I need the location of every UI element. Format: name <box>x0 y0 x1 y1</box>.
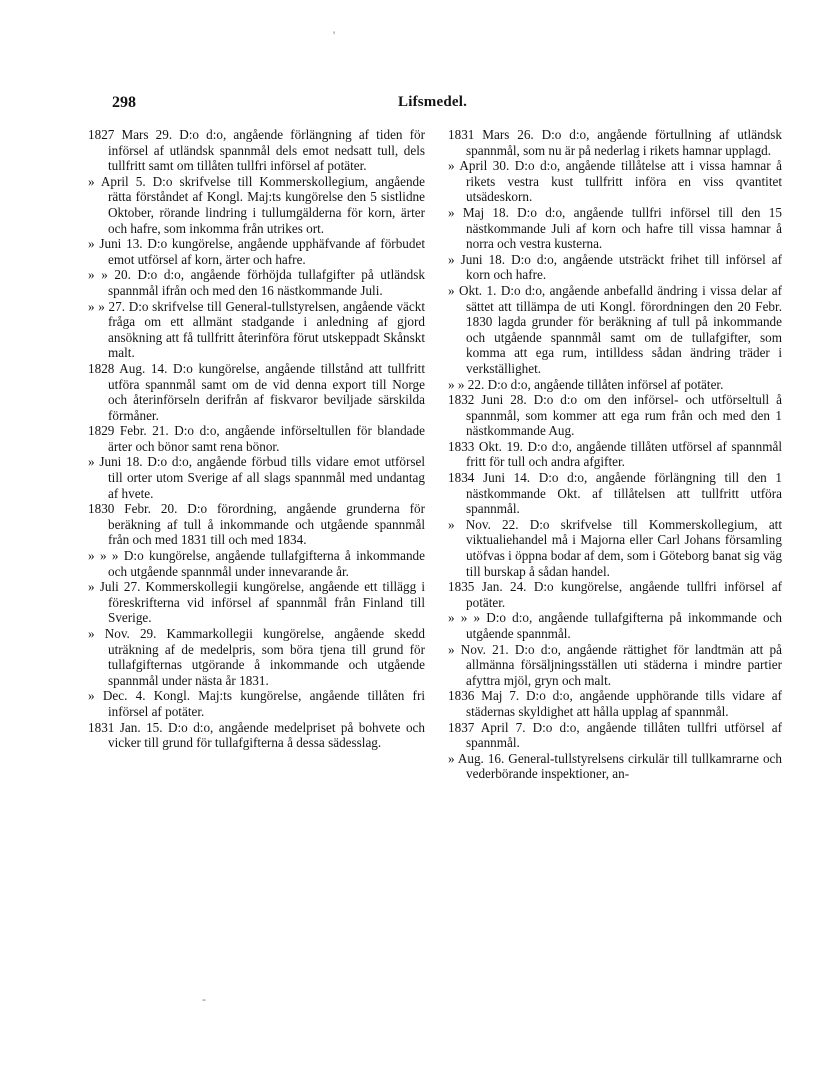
list-item: 1829 Febr. 21. D:o d:o, angående införseltullen för blandade ärter och bönor samt rena bönor. <box>88 423 425 454</box>
list-item: » Juni 13. D:o kungörelse, angående upphäfvande af förbudet emot utförsel af korn, ärter och hafre. <box>88 236 425 267</box>
bottom-mark: - <box>202 992 206 1006</box>
list-item: » » 27. D:o skrifvelse till General-tullstyrelsen, angående väckt fråga om ett allmänt stadgande i anledning af gjord ansökning att få tullfritt återinföra förut utskeppadt Skånskt malt. <box>88 298 425 361</box>
list-item: 1837 April 7. D:o d:o, angående tillåten tullfri utförsel af spannmål. <box>448 719 782 751</box>
list-item: » Nov. 21. D:o d:o, angående rättighet för landtmän att på allmänna försäljningsställen uti städerna i mindre partier afyttra mjöl, gryn och malt. <box>448 641 782 688</box>
list-item: 1834 Juni 14. D:o d:o, angående förlängning till den 1 nästkommande Okt. af tillåtelsen att tullfritt utföra spannmål. <box>448 470 782 517</box>
list-item: » Juni 18. D:o d:o, angående förbud tills vidare emot utförsel till orter utom Sverige af all slags spannmål med undantag af hvete. <box>88 454 425 501</box>
running-title: Lifsmedel. <box>398 94 468 110</box>
list-item: 1833 Okt. 19. D:o d:o, angående tillåten utförsel af spannmål fritt för tull och andra afgifter. <box>448 438 782 470</box>
page-header <box>112 94 472 116</box>
left-column <box>88 127 425 751</box>
list-item: » April 5. D:o skrifvelse till Kommerskollegium, angående rätta förståndet af Kongl. Maj:ts kungörelse den 5 sistlidne Oktober, rörande lindring i tullumgälderna för korn, ärter och hafre, som inkomma från utrikes ort. <box>88 173 425 236</box>
list-item: 1832 Juni 28. D:o d:o om den införsel- och utförseltull å spannmål, som kommer att ega rum från och med den 1 nästkommande Aug. <box>448 392 782 439</box>
list-item: » Nov. 22. D:o skrifvelse till Kommerskollegium, att viktualiehandel må i Majorna eller Carl Johans församling utöfvas i öppna bodar af dem, som i Göteborg banat sig väg till burskap å sådan handel. <box>448 516 782 579</box>
list-item: 1830 Febr. 20. D:o förordning, angående grunderna för beräkning af tull å inkommande och utgående spannmål från och med 1831 till och med 1834. <box>88 501 425 548</box>
list-item: 1831 Jan. 15. D:o d:o, angående medelpriset på bohvete och vicker till grund för tullafgifterna å dessa sädesslag. <box>88 719 425 751</box>
list-item: » » » D:o d:o, angående tullafgifterna på inkommande och utgående spannmål. <box>448 610 782 641</box>
page-number: 298 <box>112 94 136 111</box>
list-item: » Juli 27. Kommerskollegii kungörelse, angående ett tillägg i föreskrifterna vid införsel af spannmål från Finland till Sverige. <box>88 579 425 626</box>
list-item: » Dec. 4. Kongl. Maj:ts kungörelse, angående tillåten fri införsel af potäter. <box>88 688 425 719</box>
list-item: 1835 Jan. 24. D:o kungörelse, angående tullfri införsel af potäter. <box>448 579 782 610</box>
list-item: » Juni 18. D:o d:o, angående utsträckt frihet till införsel af korn och hafre. <box>448 251 782 283</box>
list-item: » » » D:o kungörelse, angående tullafgifterna å inkommande och utgående spannmål under innevarande år. <box>88 548 425 579</box>
list-item: » April 30. D:o d:o, angående tillåtelse att i vissa hamnar å rikets vestra kust tullfritt införa en viss qvantitet utsädeskorn. <box>448 158 782 205</box>
list-item: » Maj 18. D:o d:o, angående tullfri införsel till den 15 nästkommande Juli af korn och hafre till vissa hamnar å norra och vestra kusterna. <box>448 204 782 252</box>
list-item: » Aug. 16. General-tullstyrelsens cirkulär till tullkamrarne och vederbörande inspektioner, an- <box>448 750 782 782</box>
list-item: » Nov. 29. Kammarkollegii kungörelse, angående skedd uträkning af de medelpris, som böra tjena till grund för tullafgifternas utgörande å inkommande och utgående spannmål under nästa år 1831. <box>88 626 425 688</box>
top-mark: ' <box>333 28 336 42</box>
list-item: » Okt. 1. D:o d:o, angående anbefalld ändring i vissa delar af sättet att tillämpa de uti Kongl. förordningen den 20 Febr. 1830 lagda grunder för beräkning af tull på inkommande och utgående spannmål samt om de tullafgifter, som komma att ega rum, intilldess sådan ändring träder i verkställighet. <box>448 282 782 376</box>
list-item: 1827 Mars 29. D:o d:o, angående förlängning af tiden för införsel af utländsk spannmål dels emot nedsatt tull, dels tullfritt samt om tillåten tullfri införsel af potäter. <box>88 127 425 174</box>
list-item: 1831 Mars 26. D:o d:o, angående förtullning af utländsk spannmål, som nu är på nederlag i rikets hamnar upplagd. <box>448 127 782 158</box>
list-item: » » 22. D:o d:o, angående tillåten införsel af potäter. <box>448 376 724 392</box>
list-item: 1828 Aug. 14. D:o kungörelse, angående tillstånd att tullfritt utföra spannmål samt om de vid denna export till Norge och återinförseln derifrån af fiskvaror beviljade särskilda förmåner. <box>88 360 425 423</box>
list-item: 1836 Maj 7. D:o d:o, angående upphörande tills vidare af städernas skyldighet att hålla upplag af spannmål. <box>448 688 782 719</box>
right-column <box>448 127 782 782</box>
list-item: » » 20. D:o d:o, angående förhöjda tullafgifter på utländsk spannmål ifrån och med den 16 nästkommande Juli. <box>88 267 425 298</box>
